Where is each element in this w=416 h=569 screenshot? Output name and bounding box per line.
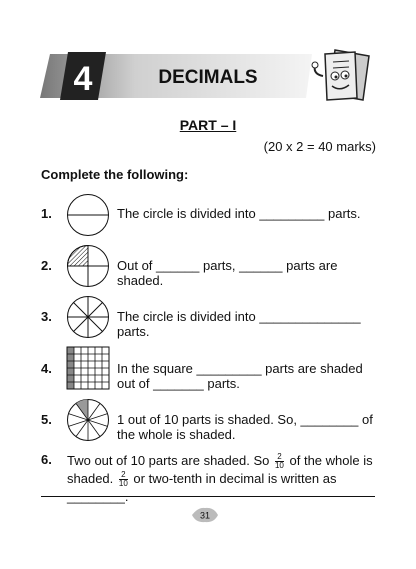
fraction: $\frac{2}{10}$ — [274, 452, 284, 471]
divider — [41, 496, 375, 497]
page-number-badge — [190, 507, 220, 523]
page-number: 31 — [199, 510, 211, 521]
question-number: 6. — [41, 452, 52, 467]
circle-10-parts-1-shaded-icon — [66, 398, 110, 442]
chapter-number: 4 — [73, 60, 93, 98]
chapter-banner — [40, 52, 312, 100]
fraction: $\frac{2}{10}$ — [118, 470, 128, 489]
circle-4-parts-1-shaded-icon — [66, 244, 110, 288]
question-number: 4. — [41, 361, 52, 376]
instruction: Complete the following: — [41, 167, 189, 182]
chapter-title: DECIMALS — [158, 67, 258, 88]
question-number: 1. — [41, 206, 52, 221]
question-number: 3. — [41, 309, 52, 324]
circle-2-parts-icon — [66, 193, 110, 237]
question-text: Two out of 10 parts are shaded. So $\frac{2}{10}$ of the whole is shaded. $\frac{2}{10}$ or two-tenth in decimal is written as ________. — [67, 452, 373, 505]
mascot-illustration — [305, 46, 375, 104]
grid-square-icon — [66, 346, 110, 390]
circle-8-parts-icon — [66, 295, 110, 339]
question-number: 2. — [41, 258, 52, 273]
question-text: The circle is divided into ______________ parts. — [117, 309, 361, 339]
part-title: PART – I — [179, 117, 237, 133]
question-text: Out of ______ parts, ______ parts are shaded. — [117, 258, 338, 288]
question-text: In the square _________ parts are shaded out of _______ parts. — [117, 361, 363, 391]
question-number: 5. — [41, 412, 52, 427]
question-text: The circle is divided into _________ parts. — [117, 206, 361, 221]
marks-info: (20 x 2 = 40 marks) — [263, 139, 376, 154]
question-text: 1 out of 10 parts is shaded. So, ________ of the whole is shaded. — [117, 412, 373, 442]
